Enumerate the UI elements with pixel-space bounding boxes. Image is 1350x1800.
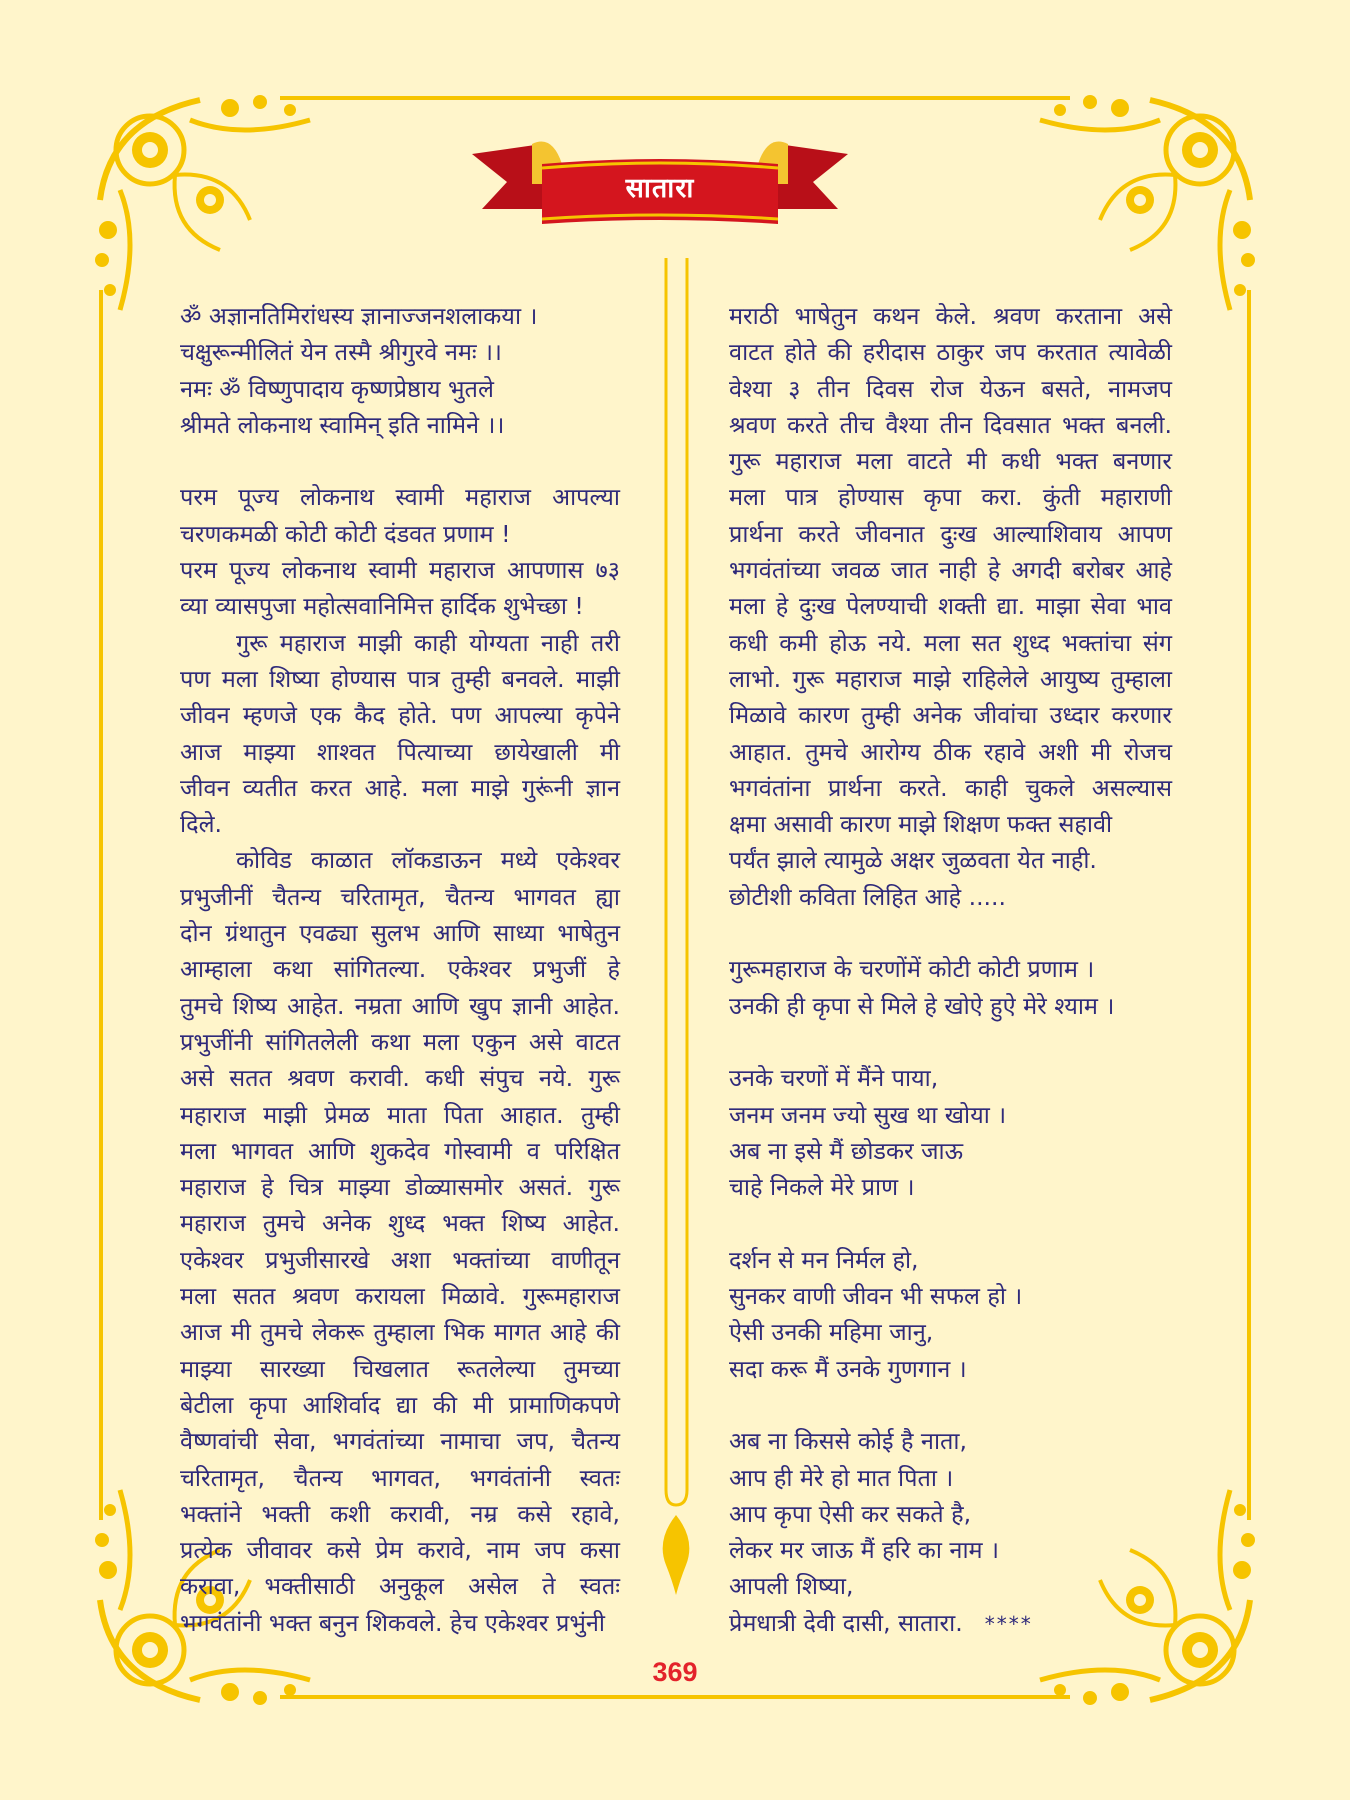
poem-line: गुरूमहाराज के चरणोंमें कोटी कोटी प्रणाम । xyxy=(729,955,1095,984)
paragraph-line: बेटीला कृपा आशिर्वाद द्या की मी प्रामाणिकपणे xyxy=(180,1390,620,1419)
paragraph-line: प्रत्येक जीवावर कसे प्रेम करावे, नाम जप कसा xyxy=(180,1536,620,1565)
paragraph-line: तुमचे शिष्य आहेत. नम्रता आणि खुप ज्ञानी आहेत. xyxy=(180,991,620,1020)
invocation-verse-line: नमः ॐ विष्णुपादाय कृष्णप्रेष्ठाय भुतले xyxy=(180,374,494,403)
paragraph-line: जीवन म्हणजे एक कैद होते. पण आपल्या कृपेने xyxy=(180,701,620,730)
signature-name-text: प्रेमधात्री देवी दासी, सातारा. xyxy=(729,1608,963,1637)
blank-line xyxy=(180,443,620,479)
invocation-verse-line: चक्षुरून्मीलितं येन तस्मै श्रीगुरवे नमः ।। xyxy=(180,338,502,367)
signature-line: आपली शिष्या, xyxy=(729,1572,854,1601)
paragraph-line: चरणकमळी कोटी कोटी दंडवत प्रणाम ! xyxy=(180,519,511,548)
paragraph-line: भगवंतांना प्रार्थना करते. काही चुकले असल्यास xyxy=(729,773,1172,802)
invocation-verse-line: ॐ अज्ञानतिमिरांधस्य ज्ञानाज्जनशलाकया । xyxy=(180,302,538,330)
page-number: 369 xyxy=(652,1657,698,1687)
paragraph-line: क्षमा असावी कारण माझे शिक्षण फक्त सहावी xyxy=(729,810,1113,839)
paragraph-line: पण मला शिष्या होण्यास पात्र तुम्ही बनवले. माझी xyxy=(180,664,620,693)
paragraph-line: आज माझ्या शाश्वत पित्याच्या छायेखाली मी xyxy=(180,737,620,766)
paragraph-line: आहात. तुमचे आरोग्य ठीक रहावे अशी मी रोजच xyxy=(729,737,1172,766)
paragraph-line: व्या व्यासपुजा महोत्सवानिमित्त हार्दिक शुभेच्छा ! xyxy=(180,592,584,621)
poem-line: लेकर मर जाऊ मैं हरि का नाम । xyxy=(729,1536,999,1565)
paragraph-line: परम पूज्य लोकनाथ स्वामी महाराज आपणास ७३ xyxy=(180,556,620,585)
paragraph-line: माझ्या सारख्या चिखलात रूतलेल्या तुमच्या xyxy=(180,1354,620,1383)
paragraph-line: करावा, भक्तीसाठी अनुकूल असेल ते स्वतः xyxy=(180,1572,620,1601)
poem-line: दर्शन से मन निर्मल हो, xyxy=(729,1245,919,1274)
poem-line: उनके चरणों में मैंने पाया, xyxy=(729,1064,939,1093)
paragraph-line: लाभो. गुरू महाराज माझे राहिलेले आयुष्य तुम्हाला xyxy=(729,664,1172,693)
paragraph-line: जीवन व्यतीत करत आहे. मला माझे गुरूंनी ज्ञान xyxy=(180,773,620,802)
paragraph-line: आम्हाला कथा सांगितल्या. एकेश्वर प्रभुजीं हे xyxy=(180,955,620,984)
paragraph-line: महाराज माझी प्रेमळ माता पिता आहात. तुम्ही xyxy=(180,1100,620,1129)
paragraph-line: श्रवण करते तीच वैश्या तीन दिवसात भक्त बनली. xyxy=(729,410,1172,439)
paragraph-line: भगवंतांनी भक्त बनुन शिकवले. हेच एकेश्वर प्रभुंनी xyxy=(180,1608,605,1637)
blank-line xyxy=(729,1387,1172,1423)
title-ribbon-banner xyxy=(462,124,858,234)
paragraph-line: मला पात्र होण्यास कृपा करा. कुंती महाराणी xyxy=(729,483,1172,512)
poem-line: आप ही मेरे हो मात पिता । xyxy=(729,1463,954,1492)
right-text-column xyxy=(729,298,1172,1641)
paragraph-line: कोविड काळात लॉकडाऊन मध्ये एकेश्वर xyxy=(236,846,620,875)
paragraph-line: वाटत होते की हरीदास ठाकुर जप करतात त्यावेळी xyxy=(729,338,1172,367)
paragraph-line: असे सतत श्रवण करावी. कधी संपुच नये. गुरू xyxy=(180,1064,620,1093)
paragraph-line: कधी कमी होऊ नये. मला सत शुध्द भक्तांचा संग xyxy=(729,628,1172,657)
poem-line: सुनकर वाणी जीवन भी सफल हो । xyxy=(729,1282,1023,1311)
blank-line xyxy=(729,915,1172,951)
paragraph-line: एकेश्वर प्रभुजीसारखे अशा भक्तांच्या वाणीतून xyxy=(180,1245,620,1274)
paragraph-line: प्रार्थना करते जीवनात दुःख आल्याशिवाय आपण xyxy=(729,519,1172,548)
poem-line: अब ना किससे कोई है नाता, xyxy=(729,1427,967,1456)
paragraph-line: महाराज हे चित्र माझ्या डोळ्यासमोर असतं. गुरू xyxy=(180,1173,620,1202)
paragraph-line: आज मी तुमचे लेकरू तुम्हाला भिक मागत आहे की xyxy=(180,1318,620,1347)
paragraph-line: प्रभुजींनी सांगितलेली कथा मला एकुन असे वाटत xyxy=(180,1027,620,1056)
poem-line: आप कृपा ऐसी कर सकते है, xyxy=(729,1499,972,1528)
paragraph-line: महाराज तुमचे अनेक शुध्द भक्त शिष्य आहेत. xyxy=(180,1209,620,1238)
paragraph-line: मला हे दुःख पेलण्याची शक्ती द्या. माझा सेवा भाव xyxy=(729,592,1172,621)
paragraph-line: मला सतत श्रवण करायला मिळावे. गुरूमहाराज xyxy=(180,1282,620,1311)
paragraph-line: प्रभुजीनीं चैतन्य चरितामृत, चैतन्य भागवत ह्या xyxy=(180,882,620,911)
paragraph-line: दोन ग्रंथातुन एवढ्या सुलभ आणि साध्या भाषेतुन xyxy=(180,919,620,948)
paragraph-line: भगवंतांच्या जवळ जात नाही हे अगदी बरोबर आहे xyxy=(729,556,1172,585)
poem-line: उनकी ही कृपा से मिले हे खोऐ हुऐ मेरे श्याम । xyxy=(729,991,1115,1020)
page-title: सातारा xyxy=(625,173,695,204)
paragraph-line: पर्यंत झाले त्यामुळे अक्षर जुळवता येत नाही. xyxy=(729,846,1097,875)
center-column-divider xyxy=(663,258,690,1595)
poem-line: सदा करू मैं उनके गुणगान । xyxy=(729,1354,967,1383)
end-mark-asterisks: **** xyxy=(984,1611,1033,1636)
paragraph-line: गुरू महाराज मला वाटते मी कधी भक्त बनणार xyxy=(729,447,1172,476)
left-text-column xyxy=(180,298,620,1641)
poem-line: चाहे निकले मेरे प्राण । xyxy=(729,1173,915,1202)
paragraph-line: गुरू महाराज माझी काही योग्यता नाही तरी xyxy=(236,628,620,657)
poem-line: अब ना इसे मैं छोडकर जाऊ xyxy=(729,1136,964,1165)
paragraph-line: चरितामृत, चैतन्य भागवत, भगवंतांनी स्वतः xyxy=(180,1463,620,1492)
paragraph-line: छोटीशी कविता लिहित आहे ..... xyxy=(729,882,1006,911)
blank-line xyxy=(729,1205,1172,1241)
signature-name xyxy=(729,1605,1172,1641)
paragraph-line: भक्तांने भक्ती कशी करावी, नम्र कसे रहावे, xyxy=(180,1499,620,1528)
invocation-verse-line: श्रीमते लोकनाथ स्वामिन् इति नामिने ।। xyxy=(180,410,505,439)
paragraph-line: दिले. xyxy=(180,810,222,839)
blank-line xyxy=(729,1024,1172,1060)
paragraph-line: वैष्णवांची सेवा, भगवंतांच्या नामाचा जप, चैतन्य xyxy=(180,1427,620,1456)
paragraph-line: मला भागवत आणि शुकदेव गोस्वामी व परिक्षित xyxy=(180,1136,620,1165)
paragraph-line: परम पूज्य लोकनाथ स्वामी महाराज आपल्या xyxy=(180,483,620,512)
paragraph-line: वेश्या ३ तीन दिवस रोज येऊन बसते, नामजप xyxy=(729,374,1172,403)
paragraph-line: मराठी भाषेतुन कथन केले. श्रवण करताना असे xyxy=(729,302,1172,330)
poem-line: जनम जनम ज्यो सुख था खोया । xyxy=(729,1100,1007,1129)
paragraph-line: मिळावे कारण तुम्ही अनेक जीवांचा उध्दार करणार xyxy=(729,701,1172,730)
poem-line: ऐसी उनकी महिमा जानु, xyxy=(729,1318,934,1347)
